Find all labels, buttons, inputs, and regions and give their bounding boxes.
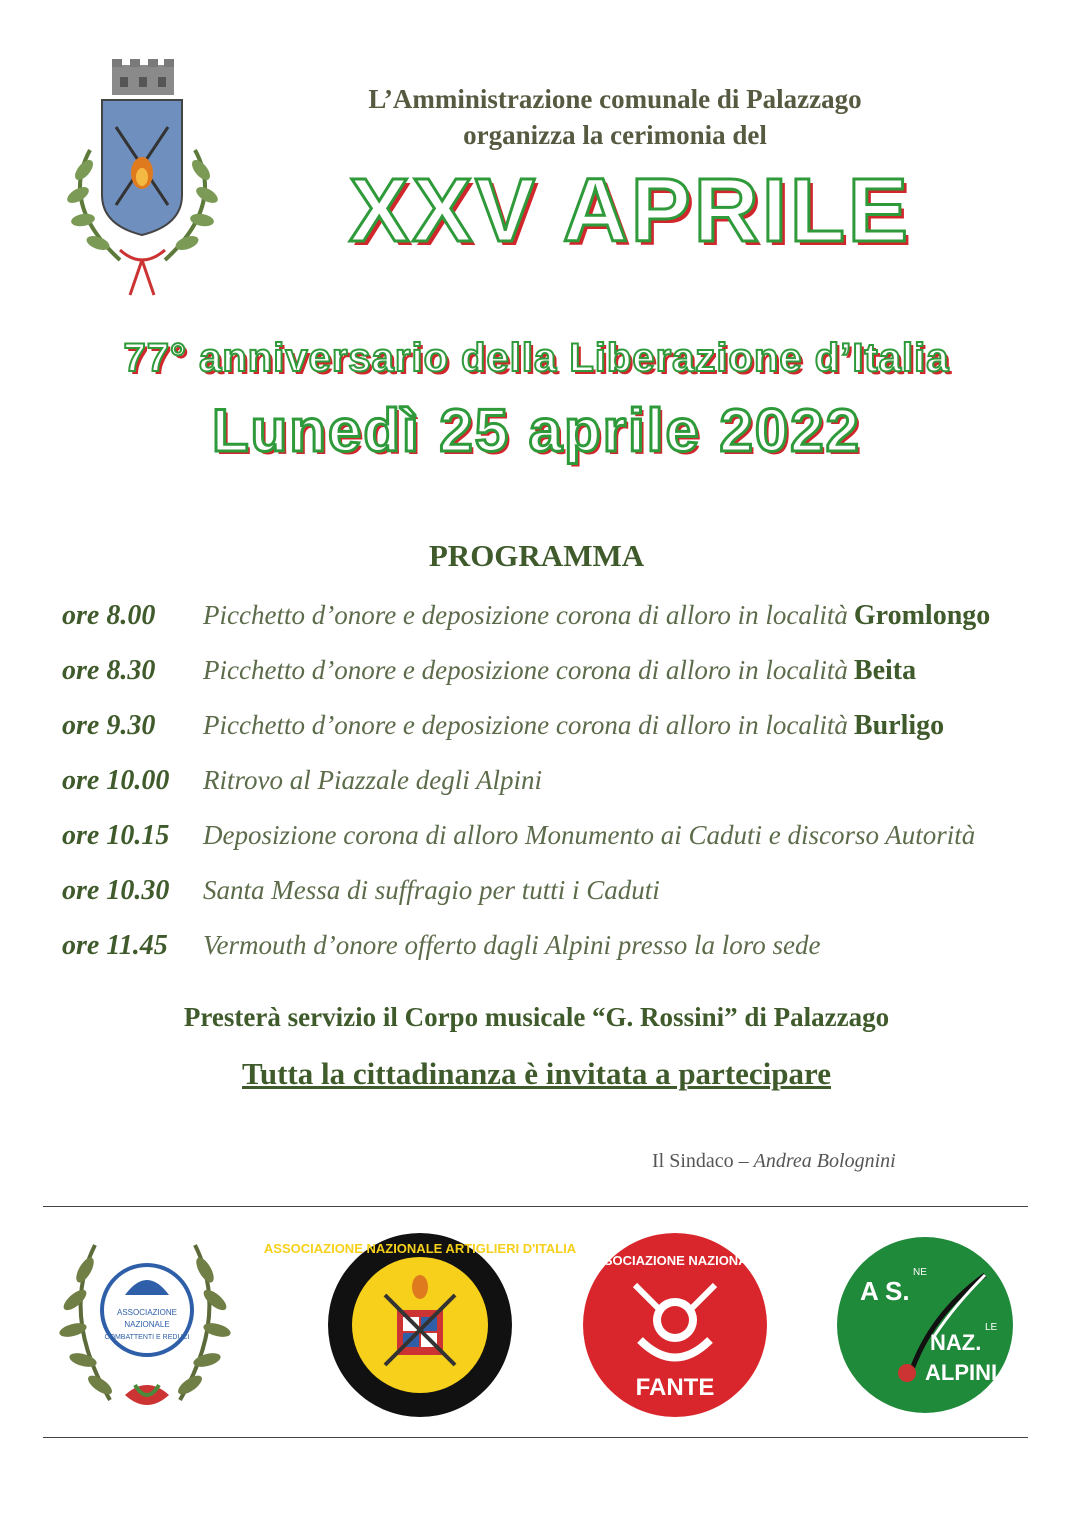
- ceremony-line: organizza la cerimonia del: [463, 120, 767, 150]
- artiglieri-arc-text: ASSOCIAZIONE NAZIONALE ARTIGLIERI D'ITALIA: [263, 1241, 577, 1256]
- program-time: ore 10.30: [62, 875, 170, 906]
- combattenti-text-1: ASSOCIAZIONE: [116, 1308, 178, 1317]
- alpini-s: S.: [885, 1276, 910, 1306]
- program-text: Deposizione corona di alloro Monumento ai Caduti e discorso Autorità: [203, 820, 976, 850]
- program-time: ore 8.30: [62, 655, 156, 686]
- artiglieri-logo-icon: [263, 1225, 577, 1425]
- program-heading: PROGRAMMA: [428, 538, 645, 573]
- alpini-le: LE: [985, 1322, 998, 1333]
- alpini-a: A: [860, 1276, 879, 1306]
- program-item: [62, 820, 1052, 875]
- program-text: Vermouth d’onore offerto dagli Alpini presso la loro sede: [203, 930, 821, 960]
- combattenti-reduci-logo-icon: [55, 1225, 235, 1425]
- program-text: Picchetto d’onore e deposizione corona di alloro in località: [203, 655, 848, 685]
- fante-arc-text: ASSOCIAZIONE NAZIONALE: [585, 1253, 765, 1268]
- program-text: Picchetto d’onore e deposizione corona di alloro in località: [203, 710, 848, 740]
- program-item: [62, 600, 1052, 655]
- signature: [652, 1150, 896, 1173]
- alpini-alpini: ALPINI: [925, 1360, 998, 1385]
- program-place: Beita: [853, 655, 917, 686]
- palazzago-crest-icon: [50, 55, 235, 300]
- program-text: Santa Messa di suffragio per tutti i Caduti: [203, 875, 660, 905]
- program-list: [62, 600, 1052, 985]
- signature-name: Andrea Bolognini: [753, 1150, 896, 1172]
- fante-logo-icon: [580, 1225, 765, 1425]
- alpini-logo-icon: [835, 1225, 1015, 1425]
- program-item: [62, 875, 1052, 930]
- program-time: ore 8.00: [62, 600, 156, 631]
- divider: [43, 1206, 1028, 1207]
- combattenti-text-2: NAZIONALE: [124, 1320, 170, 1329]
- program-time: ore 9.30: [62, 710, 156, 741]
- alpini-ne: NE: [913, 1267, 927, 1278]
- anniversary-subtitle: 77° anniversario della Liberazione d’Italia: [123, 336, 950, 380]
- program-time: ore 11.45: [62, 930, 168, 961]
- event-date: Lunedì 25 aprile 2022: [212, 397, 861, 464]
- program-text: Ritrovo al Piazzale degli Alpini: [203, 765, 542, 795]
- program-place: Gromlongo: [853, 600, 991, 631]
- program-text: Picchetto d’onore e deposizione corona di alloro in località: [203, 600, 848, 630]
- program-item: [62, 655, 1052, 710]
- main-title: XXV APRILE: [349, 161, 911, 261]
- program-item: [62, 710, 1052, 765]
- program-time: ore 10.15: [62, 820, 170, 851]
- band-notice: Presterà servizio il Corpo musicale “G. Rossini” di Palazzago: [183, 1002, 890, 1032]
- signature-role: Il Sindaco –: [652, 1150, 749, 1172]
- combattenti-text-3: COMBATTENTI E REDUCI: [104, 1334, 190, 1341]
- program-item: [62, 765, 1052, 820]
- organizer-line: L’Amministrazione comunale di Palazzago: [368, 84, 862, 114]
- fante-main-text: FANTE: [635, 1374, 715, 1401]
- invitation-line: Tutta la cittadinanza è invitata a partecipare: [242, 1056, 831, 1091]
- divider: [43, 1437, 1028, 1438]
- program-item: [62, 930, 1052, 985]
- alpini-naz: NAZ.: [930, 1330, 982, 1355]
- program-time: ore 10.00: [62, 765, 170, 796]
- program-place: Burligo: [853, 710, 945, 741]
